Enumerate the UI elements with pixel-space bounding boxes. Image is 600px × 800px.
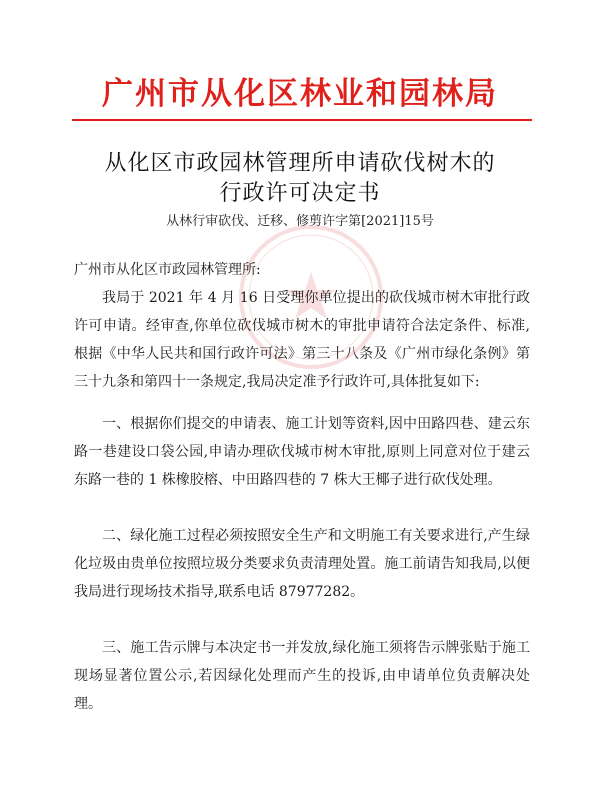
recipient: 广州市从化区市政园林管理所:	[74, 262, 261, 278]
document-number: 从林行审砍伐、迁移、修剪许字第[2021]15号	[166, 214, 434, 229]
paragraph-item-2: 二、绿化施工过程必须按照安全生产和文明施工有关要求进行,产生绿化垃圾由贵单位按照垃圾分类要求负责清理处置。施工前请告知我局,以便我局进行现场技术指导,联系电话 87977282。	[74, 528, 530, 600]
paragraph-item-3: 三、施工告示牌与本决定书一并发放,绿化施工须将告示牌张贴于施工现场显著位置公示,若因绿化处理而产生的投诉,由申请单位负责解决处理。	[74, 640, 530, 712]
letterhead-title: 广州市从化区林业和园林局	[102, 76, 498, 112]
letterhead-divider	[72, 119, 532, 121]
document-title-line-2: 行政许可决定书	[219, 181, 381, 206]
paragraph-intro: 我局于 2021 年 4 月 16 日受理你单位提出的砍伐城市树木审批行政许可申请。经审查,你单位砍伐城市树木的审批申请符合法定条件、标准,根据《中华人民共和国行政许可法》第三十八条及《广州市绿化条例》第三十九条和第四十一条规定,我局决定准予行政许可,具体批复如下:	[74, 290, 530, 390]
document-title-line-1: 从化区市政园林管理所申请砍伐树木的	[104, 151, 496, 176]
paragraph-item-1: 一、根据你们提交的申请表、施工计划等资料,因中田路四巷、建云东路一巷建设口袋公园,申请办理砍伐城市树木审批,原则上同意对位于建云东路一巷的 1 株橡胶榕、中田路四巷的 7 株大王椰子进行砍伐处理。	[74, 416, 530, 488]
